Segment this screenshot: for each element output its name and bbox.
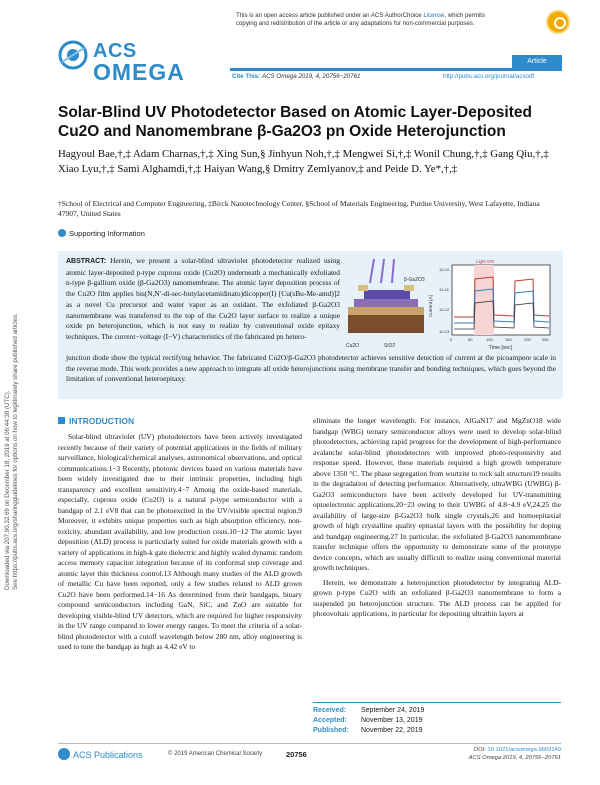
article-title-text: Solar-Blind UV Photodetector Based on Atomic Layer-Deposited Cu2O and Nanomembrane β-Ga2O3 pn Oxide Heterojunction (58, 104, 532, 140)
doi-label: DOI: (473, 747, 486, 753)
section-bullet-icon (58, 417, 65, 424)
photoresponse-plot (428, 259, 550, 351)
journal-name-omega: OMEGA (93, 59, 185, 85)
footer-divider (58, 743, 561, 744)
x-tick-0: 0 (450, 337, 453, 342)
oa-line1-end: , which permits (444, 12, 485, 19)
affiliations: †School of Electrical and Computer Engineering, ‡Birck Nanotechnology Center, §School of Materials Engineering, Purdue University, West Lafayette, Indiana 47907, United States (58, 199, 540, 218)
author-list: Hagyoul Bae,†,‡ Adam Charnas,†,‡ Xing Sun,§ Jinhyun Noh,†,‡ Mengwei Si,†,‡ Wonil Chung,†,‡ Gang Qiu,†,‡ Xiao Lyu,†,‡ Sami Alghamdi,†,‡ Haiyan Wang,§ Dmitry Zemlyanov,‡ and Peide D. Ye*,†,‡ (58, 148, 549, 175)
open-access-banner (236, 12, 536, 28)
x-tick-3: 150 (505, 337, 512, 342)
substrate-layer (348, 315, 424, 333)
publisher-name: ACS Publications (73, 750, 143, 760)
device-schematic (346, 259, 425, 349)
y-tick-1: 10-11 (439, 287, 449, 292)
supporting-information-link[interactable] (58, 229, 145, 238)
intro-paragraph-1: Solar-blind ultraviolet (UV) photodetectors have been actively investigated recently because of their variety of potential applications in the fields of military surveillance, biological/chemical analyses, astronomical observations, and optical communications.1−3 Recently, photonic devices based on various materials have been widely investigated due to their intrinsic properties, including high transparency and excellent sensitivity.4−7 Among the oxide-based materials, especially, cuprous oxide (Cu2O) is a natural p-type semiconductor with a bandgap of 2.1 eV8 that can be photoexcited in the UV/visible spectral region.9 Moreover, it exhibits unique properties such as high absorption efficiency, non-toxicity, abundant availability, and low production costs.10−12 The atomic layer deposition (ALD) process is particularly suited for oxide materials growth with a variety of applications in high-k gate dielectric and highly scaled dynamic random access memory capacitor integration because of its conformal step coverage and atomic layer thin thickness control.13 Although many studies of the ALD growth of metallic Cu have been reported, only a few studies related to ALD grown Cu2O have been performed.14−16 As determined from their bandgaps, binary compound semiconductors including GaN, SiC, and ZnO are suitable for developing visible-blind UV detectors, which are required for higher responsivity in the UV range compared to lower energy ranges. To meet the criteria of a solar-blind photodetector with a cutoff wavelength below 280 nm, alloy engineering is used to tune the bandgap as high as 4.42 eV to (58, 432, 302, 651)
published-label: Published: (313, 727, 349, 734)
label-beta: β-Ga2O3 (404, 277, 425, 283)
published-row (313, 726, 561, 736)
download-note-line2[interactable]: See https://pubs.acs.org/sharingguidelines for options on how to legitimately share published articles. (12, 313, 19, 590)
y-axis-label: Current [A] (428, 295, 433, 317)
uv-light-rays (370, 259, 394, 283)
intro-heading-text: INTRODUCTION (69, 416, 135, 426)
oa-license-link[interactable]: License (423, 12, 445, 19)
plot-frame (452, 265, 550, 335)
supporting-info-icon (58, 229, 66, 237)
y-tick-2: 10-12 (439, 307, 450, 312)
abstract-lead: ABSTRACT: (66, 258, 107, 265)
contact-right (404, 285, 414, 291)
oa-line2: copying and redistribution of the article or any adaptations for non-commercial purposes. (236, 20, 475, 27)
header-divider (230, 68, 562, 71)
y-tick-0: 10-10 (439, 267, 450, 272)
section-heading-introduction (58, 416, 134, 426)
article-title (58, 103, 558, 141)
label-sio2: SiO2 (384, 343, 396, 349)
x-tick-5: 250 (542, 337, 549, 342)
acs-publications-icon (58, 748, 70, 760)
journal-name-acs: ACS (93, 40, 137, 62)
x-tick-2: 100 (486, 337, 493, 342)
intro-left-column (58, 432, 302, 653)
intro-paragraph-3: Herein, we demonstrate a heterojunction photodetector by integrating ALD-grown p-type Cu2O with an exfoliated β-Ga2O3 nanomembrane to form a suspended pn heterojunction structure. The ALD process can be applied for photovoltaic applications, in particular for depositing ultrathin layers at (313, 577, 561, 618)
y-tick-3: 10-13 (439, 329, 450, 334)
open-access-icon[interactable] (546, 10, 570, 34)
sio2-layer (348, 307, 424, 315)
accepted-label: Accepted: (313, 717, 347, 724)
acs-omega-logo-icon (58, 40, 88, 70)
accepted-row (313, 716, 561, 726)
x-tick-1: 50 (468, 337, 473, 342)
contact-left (358, 285, 368, 291)
cite-label: Cite This: (232, 73, 261, 80)
toc-graphic (344, 257, 556, 353)
cu2o-layer (354, 299, 418, 307)
article-dates (313, 702, 561, 736)
accepted-date: November 13, 2019 (361, 717, 423, 724)
doi-link[interactable]: 10.1021/acsomega.9b03149 (487, 747, 561, 753)
intro-right-column (313, 416, 561, 620)
light-on-label: Light ON (476, 259, 494, 264)
article-type-tab: Article (512, 55, 562, 68)
page-number: 20756 (286, 750, 307, 759)
intro-paragraph-2: eliminate the longer wavelength. For instance, AlGaN17 and MgZnO18 wide bandgap (WBG) ternary semiconductor alloys were used to develop solar-blind photodetectors, achieving rapid progress for the development of high-performance avalanche solar-blind photodetectors with improved photo-responsivity and response speed. However, these materials required a high growth temperature above 1350 °C. The phase segregation from wurtzite to rock salt structure19 results in the degradation of detecting performance. Alternatively, ultraWBG (UWBG) β-Ga2O3 semiconductors have been actively developed for UV-transmitting optoelectronic applications,20−23 owing to their UWBG of 4.8−4.9 eV,24,25 the availability of large-size β-Ga2O3 bulk single crystals,26 and homoepitaxial growth of high crystalline quality epitaxial layers with the possibility for doping and bandgap engineering.27 In particular, the exfoliated β-Ga2O3 nanomembrane transfer technique offers the opportunity to demonstrate some of the prototype device concepts, which are usually difficult to realize using conventional material growth techniques. (313, 416, 561, 572)
acs-publications-logo[interactable] (58, 748, 143, 760)
supporting-info-label: Supporting Information (69, 229, 145, 238)
abstract-text-part1 (66, 256, 340, 343)
copyright-notice: © 2019 American Chemical Society (168, 751, 263, 757)
doi-block (456, 747, 561, 762)
published-date: November 22, 2019 (361, 727, 423, 734)
ga2o3-layer (364, 290, 410, 299)
received-label: Received: (313, 707, 347, 714)
download-note (4, 250, 28, 590)
light-on-band (474, 265, 494, 335)
label-cu2o: Cu2O (346, 343, 360, 349)
x-axis-label: Time [sec] (489, 345, 512, 351)
cite-this[interactable] (232, 73, 361, 80)
oa-line1: This is an open access article published under an ACS AuthorChoice (236, 12, 422, 19)
received-row (313, 706, 561, 716)
x-tick-4: 200 (524, 337, 531, 342)
journal-url-link[interactable]: http://pubs.acs.org/journal/acsodf (443, 73, 535, 80)
cite-text: ACS Omega 2019, 4, 20756−20761 (261, 73, 361, 80)
abstract-text-part2: junction diode show the typical rectifying behavior. The fabricated Cu2O/β-Ga2O3 photodetector achieves sensitive detection of current at the picoampere scale in the reverse mode. This work provides a new approach to integrate all oxide heterojunctions using membrane transfer and bonding techniques, which goes beyond the limitation of conventional heteroepitaxy. (66, 353, 556, 384)
received-date: September 24, 2019 (361, 707, 425, 714)
footer-citation: ACS Omega 2019, 4, 20756−20761 (468, 754, 561, 761)
download-note-line1: Downloaded via 207.90.32.69 on December 18, 2019 at 06:44:38 (UTC). (4, 390, 11, 590)
abstract-body1: Herein, we present a solar-blind ultraviolet photodetector realized using atomic layer-deposited p-type cuprous oxide (Cu2O) underneath a mechanically exfoliated n-type β-gallium oxide (β-Ga2O3) nanomembrane. The atomic layer deposition process of the Cu2O film applies bis(N,N′-di-sec-butylacetamidinato)dicopper(I) [Cu(sBu-Me-amd)]2 as a novel Cu precursor and water vapor as an oxidant. The exfoliated β-Ga2O3 nanomembrane was transferred to the top of the Cu2O layer surface to realize a unique oxide pn heterojunction, which is not easy to realize by conventional oxide epitaxy techniques. The current−voltage (I−V) characteristics of the fabricated pn hetero- (66, 256, 340, 341)
